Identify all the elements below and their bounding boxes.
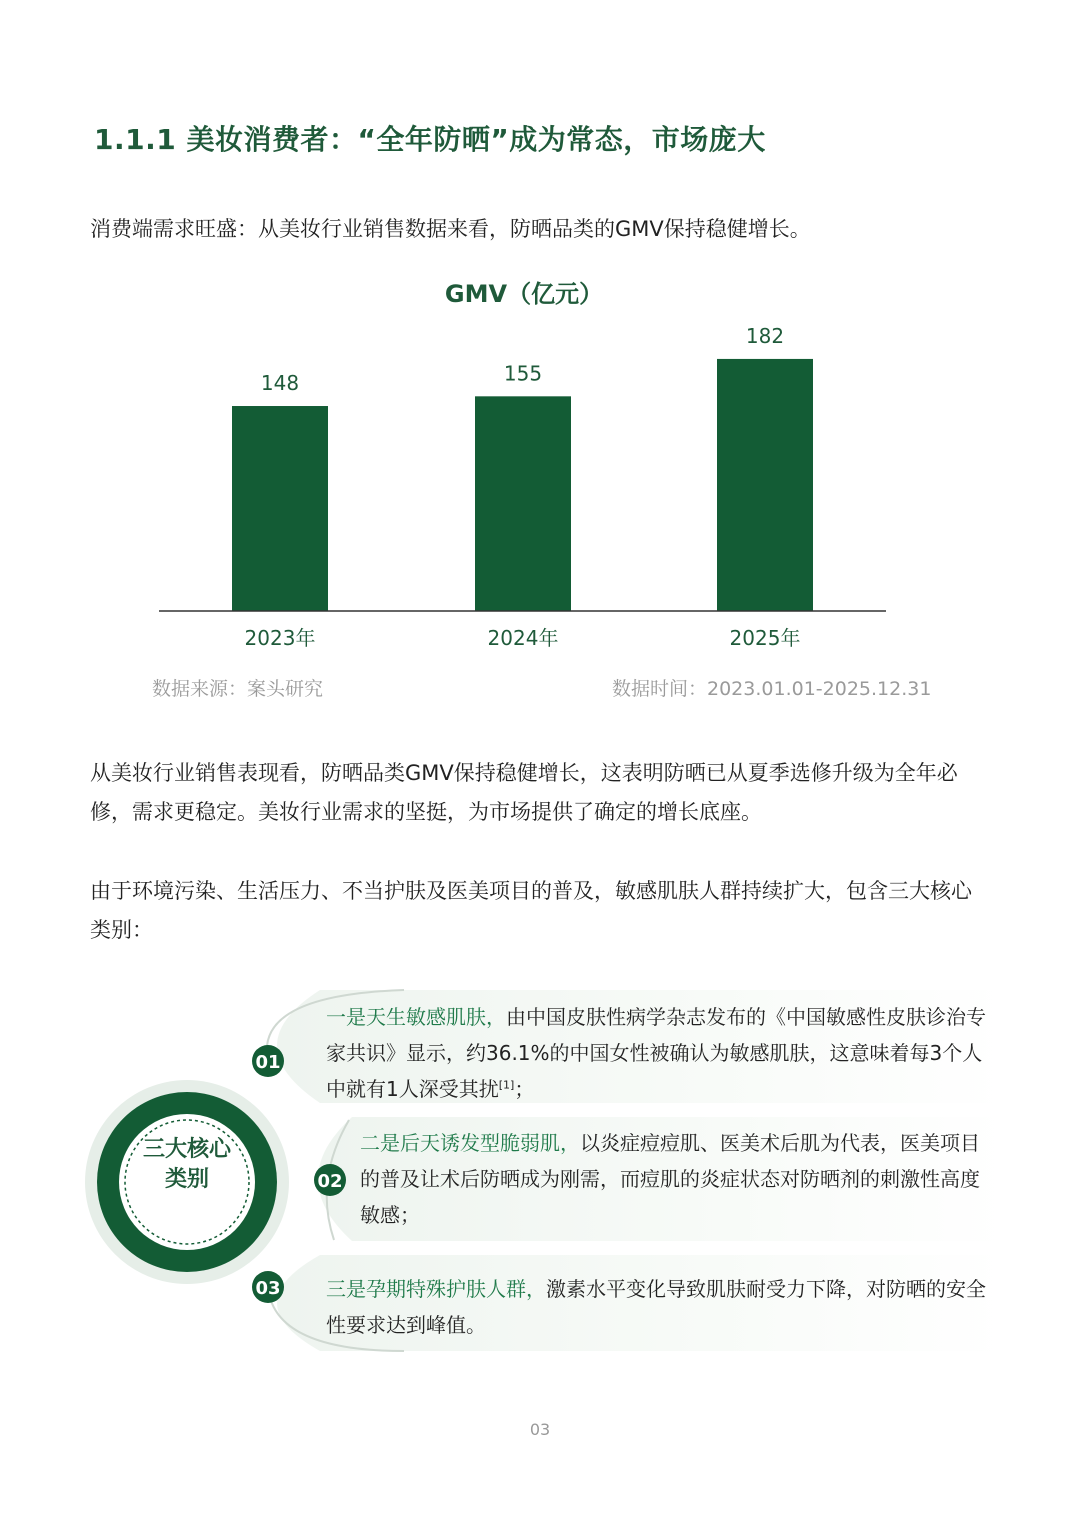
category-1-footnote-ref: [1] (498, 1078, 515, 1092)
category-card-2-text (360, 1125, 988, 1233)
badge-number-2: 02 (317, 1171, 343, 1192)
bar-value-label-0: 148 (260, 371, 300, 396)
data-time-label: 数据时间：2023.01.01-2025.12.31 (612, 678, 932, 700)
chart-title: GMV（亿元） (444, 280, 604, 308)
category-2-body: 以炎症痘痘肌、医美术后肌为代表，医美项目的普及让术后防晒成为刚需，而痘肌的炎症状态对防晒剂的刺激性高度敏感； (360, 1131, 980, 1227)
category-1-tail: ； (514, 1077, 535, 1101)
category-3-highlight: 三是孕期特殊护肤人群， (326, 1277, 546, 1301)
center-circle-label (122, 1135, 252, 1195)
page-number: 03 (529, 1420, 551, 1439)
x-tick-label-2: 2025年 (729, 626, 801, 650)
category-2-highlight: 二是后天诱发型脆弱肌， (360, 1131, 580, 1155)
badge-number-1: 01 (255, 1052, 281, 1073)
data-source-label: 数据来源：案头研究 (152, 678, 324, 700)
center-label-line-1: 三大核心 (142, 1137, 231, 1162)
body-paragraph-2: 由于环境污染、生活压力、不当护肤及医美项目的普及，敏感肌肤人群持续扩大，包含三大核心类别： (90, 879, 972, 942)
section-title: 1.1.1 美妆消费者：“全年防晒”成为常态，市场庞大 (94, 123, 766, 156)
category-3-body: 激素水平变化导致肌肤耐受力下降，对防晒的安全性要求达到峰值。 (326, 1277, 986, 1337)
category-card-3-text (326, 1271, 986, 1343)
gmv-bar-chart (140, 270, 920, 690)
bar-2023年 (232, 406, 328, 611)
bar-value-label-1: 155 (503, 361, 543, 386)
x-tick-label-0: 2023年 (244, 626, 316, 650)
center-label-line-2: 类别 (164, 1167, 209, 1192)
badge-number-3: 03 (255, 1278, 281, 1299)
intro-paragraph: 消费端需求旺盛：从美妆行业销售数据来看，防晒品类的GMV保持稳健增长。 (90, 217, 811, 241)
bar-value-label-2: 182 (745, 323, 785, 348)
body-paragraph-1: 从美妆行业销售表现看，防晒品类GMV保持稳健增长，这表明防晒已从夏季选修升级为全年必修，需求更稳定。美妆行业需求的坚挺，为市场提供了确定的增长底座。 (90, 761, 958, 824)
category-card-1-text (326, 999, 986, 1107)
category-1-highlight: 一是天生敏感肌肤， (326, 1005, 506, 1029)
x-tick-label-1: 2024年 (487, 626, 559, 650)
three-categories-infographic (84, 985, 1004, 1355)
bar-2024年 (475, 396, 571, 611)
chart-svg (140, 270, 920, 690)
category-1-body: 由中国皮肤性病学杂志发布的《中国敏感性皮肤诊治专家共识》显示，约36.1%的中国女性被确认为敏感肌肤，这意味着每3个人中就有1人深受其扰 (326, 1005, 986, 1101)
bar-2025年 (717, 359, 813, 611)
